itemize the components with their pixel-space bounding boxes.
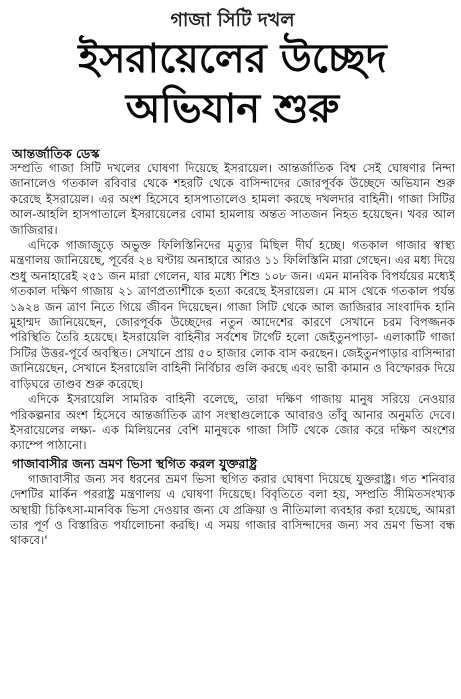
article-paragraph: গাজাবাসীর জন্য সব ধরনের ভ্রমণ ভিসা স্থগিত করার ঘোষণা দিয়েছে যুক্তরাষ্ট্র। গত শনিবার দেশটির মার্কিন পররাষ্ট্র মন্ত্রণালয় এ ঘোষণা দিয়েছে। বিবৃতিতে বলা হয়, সম্প্রতি সীমিতসংখ্যক অস্থায়ী চিকিৎসা-মানবিক ভিসা দেওয়ার জন্য যে প্রক্রিয়া ও নীতিমালা ব্যবহার করা হয়েছে, আমরা তার পূর্ণ ও বিস্তারিত পর্যালোচনা করছি। এ সময় গাজার বাসিন্দাদের জন্য সব ভ্রমণ ভিসা বন্ধ থাকবে।' — [10, 471, 455, 548]
article-byline: আন্তর্জাতিক ডেস্ক — [12, 146, 100, 161]
article-subheading: গাজাবাসীর জন্য ভ্রমণ ভিসা স্থগিত করল যুক্তরাষ্ট্র — [12, 455, 257, 471]
article-paragraph: এদিকে ইসরায়েলি সামরিক বাহিনী বলেছে, তারা দক্ষিণ গাজায় মানুষ সরিয়ে নেওয়ার পরিকল্পনার অংশ হিসেবে আন্তর্জাতিক ত্রাণ সংস্থাগুলোকে আবারও তাঁবু আনার অনুমতি দেবে। ইসরায়েলের লক্ষ্য- এক মিলিয়নের বেশি মানুষকে গাজা সিটি থেকে জোর করে দক্ষিণ অংশের ক্যাম্পে পাঠানো। — [10, 392, 455, 453]
article-kicker: গাজা সিটি দখল — [170, 9, 295, 31]
article-paragraph: এদিকে গাজাজুড়ে অভুক্ত ফিলিস্তিনিদের মৃত্যুর মিছিল দীর্ঘ হচ্ছে। গতকাল গাজার স্বাস্থ্য মন্ত্রণালয় জানিয়েছে, পূর্বের ২৪ ঘণ্টায় অনাহারে আরও ১১ ফিলিস্তিনি মারা গেছেন। এর মধ্য দিয়ে শুধু অনাহারেই ২৫১ জন মারা গেলেন, যার মধ্যে শিশু ১০৮ জন। এমন মানবিক বিপর্যয়ের মধ্যেই গতকাল দক্ষিণ গাজায় ২১ ত্রাণপ্রত্যাশীকে হত্যা করেছে ইসরায়েল। মে মাস থেকে গতকাল পর্যন্ত ১৯২৪ জন ত্রাণ নিতে গিয়ে জীবন দিয়েছেন। গাজা সিটি থেকে আল জাজিরার সাংবাদিক হানি মুহাম্মদ জানিয়েছেন, জোরপূর্বক উচ্ছেদের নতুন আদেশের কারণে সেখানে চরম বিপজ্জনক পরিস্থিতি তৈরি হয়েছে। ইসরায়েলি বাহিনীর সর্বশেষ টার্গেট হলো জেইতুনপাড়া- এলাকাটি গাজা সিটির উত্তর-পূর্বে অবস্থিত। সেখানে প্রায় ৫০ হাজার লোক বাস করছেন। জেইতুনপাড়ার বাসিন্দারা জানিয়েছেন, সেখানে ইসরায়েলি বাহিনী নির্বিচার গুলি করছে এবং ভারী কামান ও বিস্ফোরক দিয়ে বাড়িঘরে তাণ্ডব শুরু করেছে। — [10, 238, 455, 391]
headline-line-2: অভিযান শুরু — [125, 86, 340, 132]
article-headline — [10, 34, 455, 134]
article-paragraph: সম্প্রতি গাজা সিটি দখলের ঘোষণা দিয়েছে ইসরায়েল। আন্তর্জাতিক বিশ্ব সেই ঘোষণার নিন্দা জানালেও গতকাল রবিবার থেকে শহরটি থেকে বাসিন্দাদের জোরপূর্বক উচ্ছেদে অভিযান শুরু করেছে ইসরায়েল। এর অংশ হিসেবে হাসপাতালেও হামলা করছে দখলদার বাহিনী। গাজা সিটির আল-আহলি হাসপাতালে ইসরায়েলের বোমা হামলায় অন্তত সাতজন নিহত হয়েছেন। খবর আল জাজিরার। — [10, 161, 455, 237]
news-article — [0, 8, 461, 699]
headline-line-1: ইসরায়েলের উচ্ছেদ — [78, 36, 387, 82]
